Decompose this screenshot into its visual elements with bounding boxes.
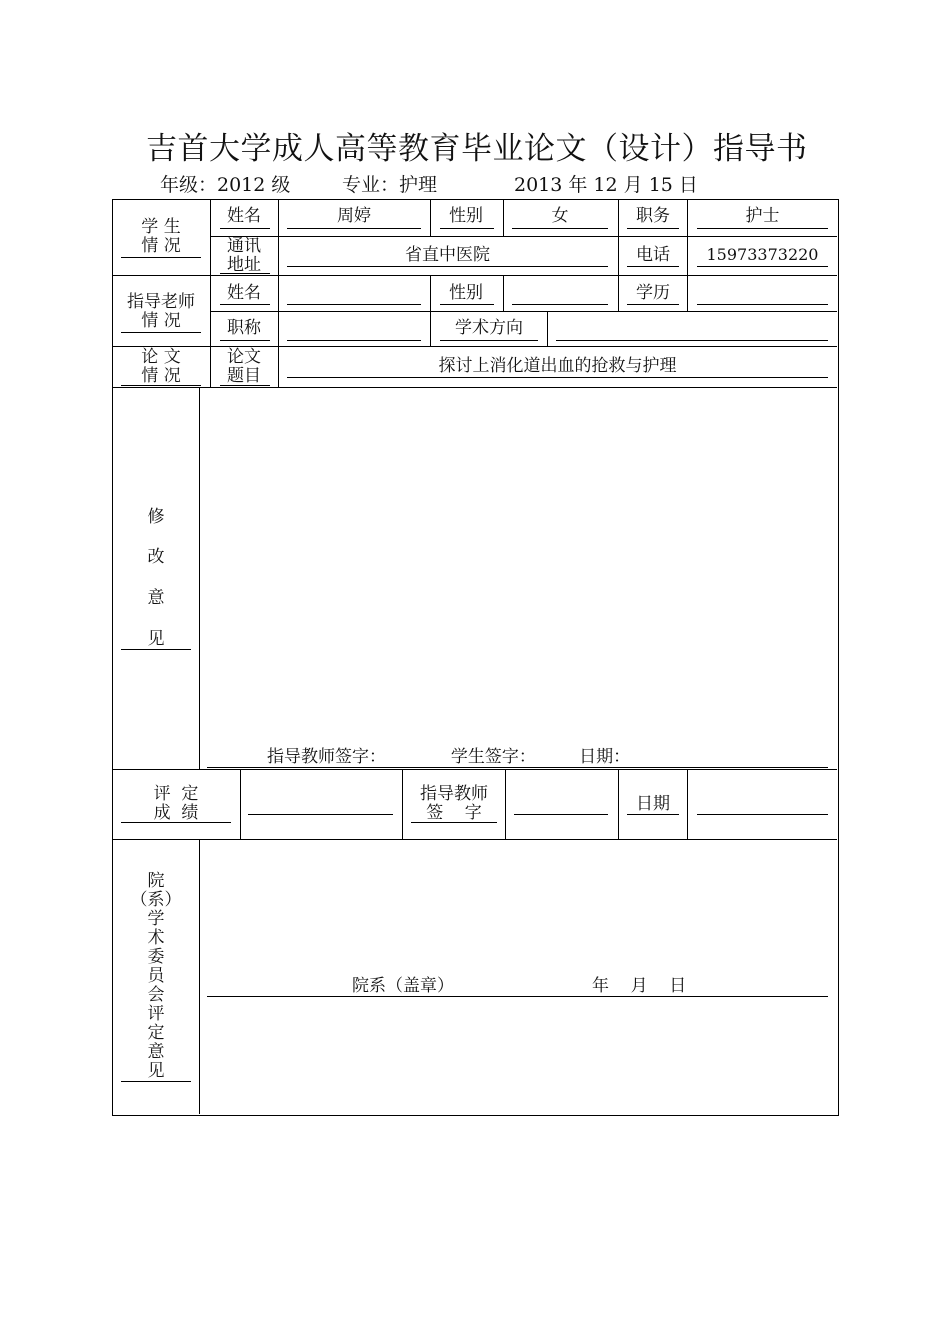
committee-label-char: 学 (147, 909, 165, 929)
underline (287, 266, 608, 267)
underline (440, 340, 538, 341)
committee-label-char: 见 (147, 1061, 165, 1081)
col-divider (402, 769, 403, 839)
underline (287, 377, 828, 378)
underline (121, 649, 191, 650)
revision-signature-line: 指导教师签字： 学生签字： 日期： (267, 747, 631, 767)
student-phone-value[interactable]: 15973373220 (706, 245, 819, 264)
underline (121, 822, 231, 823)
underline (627, 304, 679, 305)
underline (220, 228, 270, 229)
advisor-title-label: 职称 (227, 318, 261, 338)
revision-comment-area[interactable] (201, 389, 835, 744)
thesis-topic-value[interactable]: 探讨上消化道出血的抢救与护理 (438, 356, 677, 376)
underline (697, 266, 828, 267)
underline (121, 332, 201, 333)
advisor-gender-field[interactable] (512, 304, 608, 305)
row-divider (210, 311, 837, 312)
revision-label-char: 改 (147, 547, 165, 567)
student-gender-value[interactable]: 女 (551, 206, 569, 226)
advisor-education-label: 学历 (636, 283, 670, 303)
row-divider (112, 387, 837, 388)
row-divider (112, 275, 837, 276)
underline (627, 814, 679, 815)
major-label: 专业：护理 (342, 174, 438, 196)
col-divider (199, 387, 200, 769)
committee-label-char: 会 (147, 985, 165, 1005)
student-gender-label: 性别 (449, 206, 483, 226)
underline (697, 228, 828, 229)
student-position-value[interactable]: 护士 (745, 206, 780, 226)
underline (220, 340, 270, 341)
underline (627, 228, 679, 229)
student-name-label: 姓名 (227, 206, 261, 226)
thesis-topic-label: 论文 题目 (227, 347, 261, 386)
underline (121, 1081, 191, 1082)
grade-advisor-sign-label: 指导教师 签 字 (420, 784, 488, 823)
document-title: 吉首大学成人高等教育毕业论文（设计）指导书 (146, 131, 808, 167)
committee-label-char: 院 (147, 871, 165, 891)
committee-label-char: 意 (147, 1042, 165, 1062)
col-divider (430, 275, 431, 311)
underline (121, 385, 201, 386)
advisor-title-field[interactable] (287, 340, 421, 341)
advisor-gender-label: 性别 (449, 283, 483, 303)
underline (287, 228, 421, 229)
col-divider (505, 769, 506, 839)
underline (411, 822, 497, 823)
student-position-label: 职务 (636, 206, 670, 226)
student-address-value[interactable]: 省直中医院 (405, 245, 490, 265)
advisor-field-label: 学术方向 (455, 318, 523, 338)
underline (440, 228, 494, 229)
col-divider (503, 199, 504, 236)
advisor-field-field[interactable] (556, 340, 828, 341)
revision-label-char: 见 (147, 629, 165, 649)
col-divider (278, 199, 279, 387)
student-section-label: 学 生 情 况 (141, 217, 181, 256)
row-divider (112, 839, 837, 840)
grade-label: 年级：2012 级 (160, 174, 291, 196)
underline (207, 767, 828, 768)
revision-label-char: 修 (147, 507, 165, 527)
student-name-value[interactable]: 周婷 (337, 206, 371, 226)
advisor-name-label: 姓名 (227, 283, 261, 303)
col-divider (687, 769, 688, 839)
grade-date-label: 日期 (636, 794, 670, 814)
thesis-section-label: 论 文 情 况 (141, 347, 181, 386)
col-divider (430, 199, 431, 236)
committee-stamp-line: 院系（盖章） (352, 976, 454, 996)
col-divider (618, 769, 619, 839)
underline (121, 257, 201, 258)
col-divider (240, 769, 241, 839)
row-divider (112, 769, 837, 770)
col-divider (430, 311, 431, 346)
advisor-name-field[interactable] (287, 304, 421, 305)
col-divider (687, 199, 688, 275)
advisor-education-field[interactable] (697, 304, 828, 305)
advisor-section-label: 指导老师 情 况 (127, 292, 195, 331)
underline (440, 304, 494, 305)
col-divider (503, 275, 504, 311)
committee-date-line: 年 月 日 (592, 976, 687, 996)
row-divider (210, 236, 837, 237)
underline (207, 996, 828, 997)
underline (220, 304, 270, 305)
document-date: 2013 年 12 月 15 日 (514, 174, 698, 196)
underline (627, 266, 679, 267)
col-divider (210, 199, 211, 387)
row-divider (112, 346, 837, 347)
revision-label-char: 意 (147, 588, 165, 608)
underline (220, 385, 270, 386)
underline (512, 228, 608, 229)
col-divider (618, 199, 619, 275)
grade-advisor-sign-field[interactable] (514, 814, 608, 815)
grade-field[interactable] (248, 814, 393, 815)
student-address-label: 通讯 地址 (227, 236, 261, 275)
committee-label-char: 定 (147, 1023, 165, 1043)
grade-label: 评 定 成 绩 (153, 784, 199, 823)
col-divider (618, 275, 619, 311)
underline (220, 273, 270, 274)
committee-comment-area[interactable] (201, 841, 835, 971)
committee-label-char: 术 (147, 928, 165, 948)
committee-label-char: 委 (147, 947, 165, 967)
col-divider (547, 311, 548, 346)
committee-label-char: 评 (147, 1004, 165, 1024)
col-divider (687, 275, 688, 311)
committee-label-char: 员 (147, 966, 165, 986)
committee-label-char: （系） (130, 890, 182, 910)
grade-date-field[interactable] (697, 814, 828, 815)
student-phone-label: 电话 (636, 245, 670, 265)
